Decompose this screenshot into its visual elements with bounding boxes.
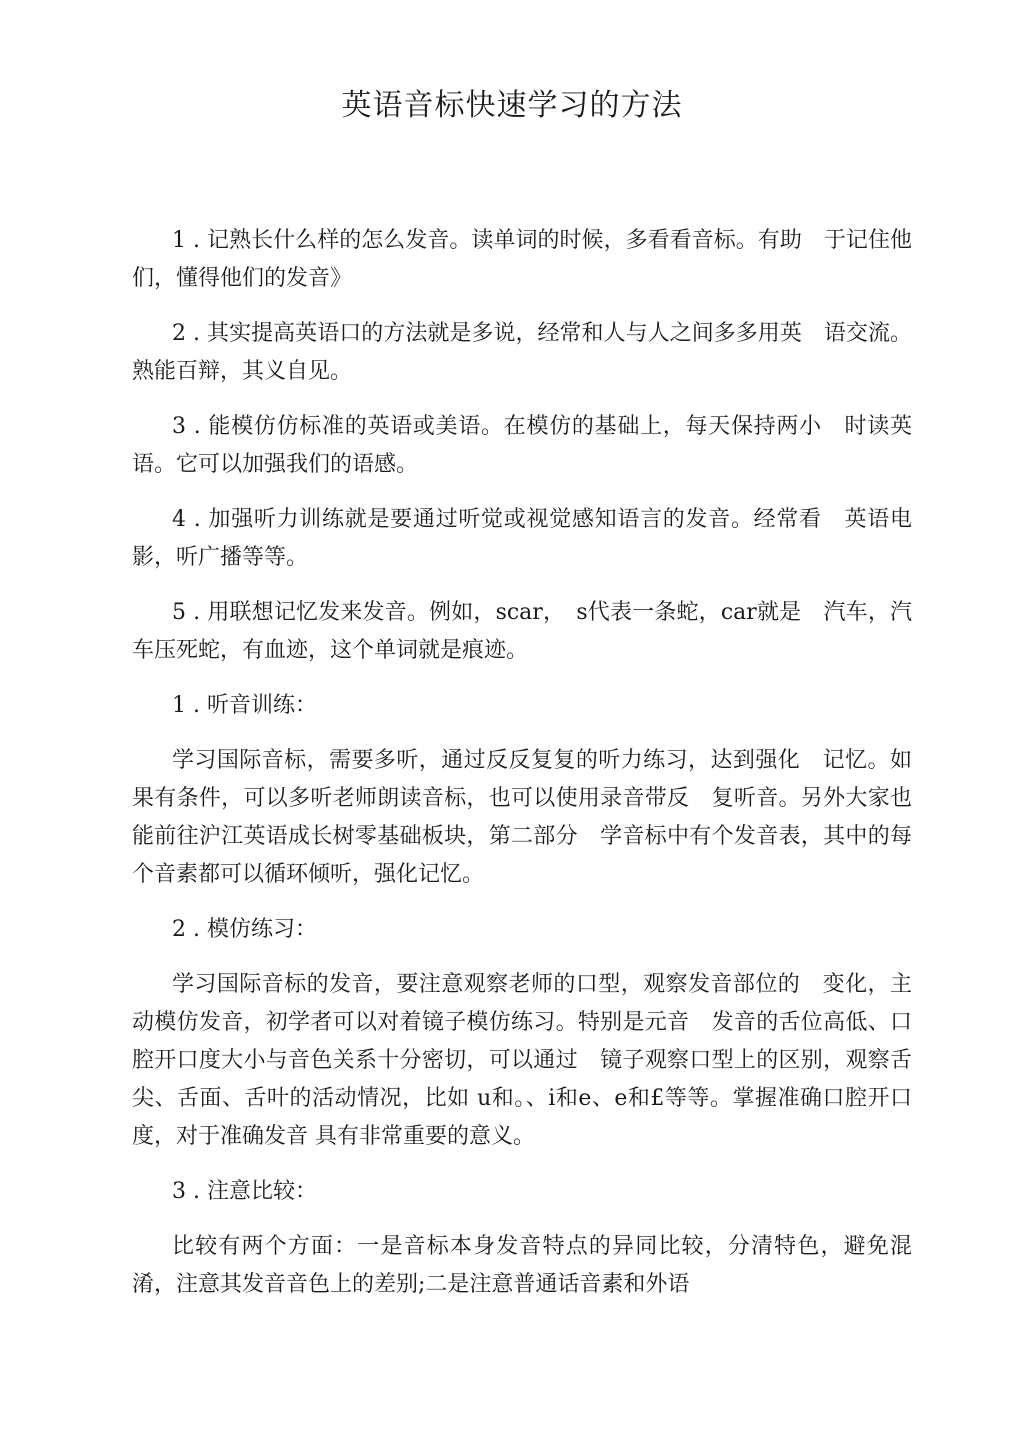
- section-heading-comparison: 3 . 注意比较：: [172, 1179, 317, 1204]
- section-heading-imitation: 2 . 模仿练习：: [172, 917, 317, 942]
- paragraph-tip-5: 5 . 用联想记忆发来发音。例如，scar， s代表一条蛇，car就是 汽车，汽车压死蛇，有血迹，这个单词就是痕迹。: [132, 600, 912, 663]
- paragraph-imitation: 学习国际音标的发音，要注意观察老师的口型，观察发音部位的 变化，主动模仿发音，初学者可以对着镜子模仿练习。特别是元音 发音的舌位高低、口腔开口度大小与音色关系十分密切，可以通过 镜子观察口型上的区别，观察舌尖、舌面、舌叶的活动情况，比如 u和。、i和e、e和£等等。掌握准确口腔开口度，对于准确发音 具有非常重要的意义。: [132, 972, 912, 1149]
- document-body: [132, 222, 912, 1321]
- paragraph-comparison: 比较有两个方面：一是音标本身发音特点的异同比较，分清特色，避免混淆，注意其发音音色上的差别;二是注意普通话音素和外语: [132, 1234, 912, 1297]
- paragraph-tip-2: 2 . 其实提高英语口的方法就是多说，经常和人与人之间多多用英 语交流。熟能百辩，其义自见。: [132, 321, 912, 384]
- paragraph-tip-1: 1 . 记熟长什么样的怎么发音。读单词的时候，多看看音标。有助 于记住他们，懂得他们的发音》: [132, 228, 912, 291]
- paragraph-tip-4: 4 . 加强听力训练就是要通过听觉或视觉感知语言的发音。经常看 英语电影，听广播等等。: [132, 507, 912, 570]
- paragraph-listening: 学习国际音标，需要多听，通过反反复复的听力练习，达到强化 记忆。如果有条件，可以多听老师朗读音标，也可以使用录音带反 复听音。另外大家也能前往沪江英语成长树零基础板块，第二部分 学音标中有个发音表，其中的每个音素都可以循环倾听，强化记忆。: [132, 748, 912, 887]
- document-title: 英语音标快速学习的方法: [341, 88, 683, 123]
- section-heading-listening: 1 . 听音训练：: [172, 693, 317, 718]
- paragraph-tip-3: 3 . 能模仿仿标准的英语或美语。在模仿的基础上，每天保持两小 时读英语。它可以加强我们的语感。: [132, 414, 912, 477]
